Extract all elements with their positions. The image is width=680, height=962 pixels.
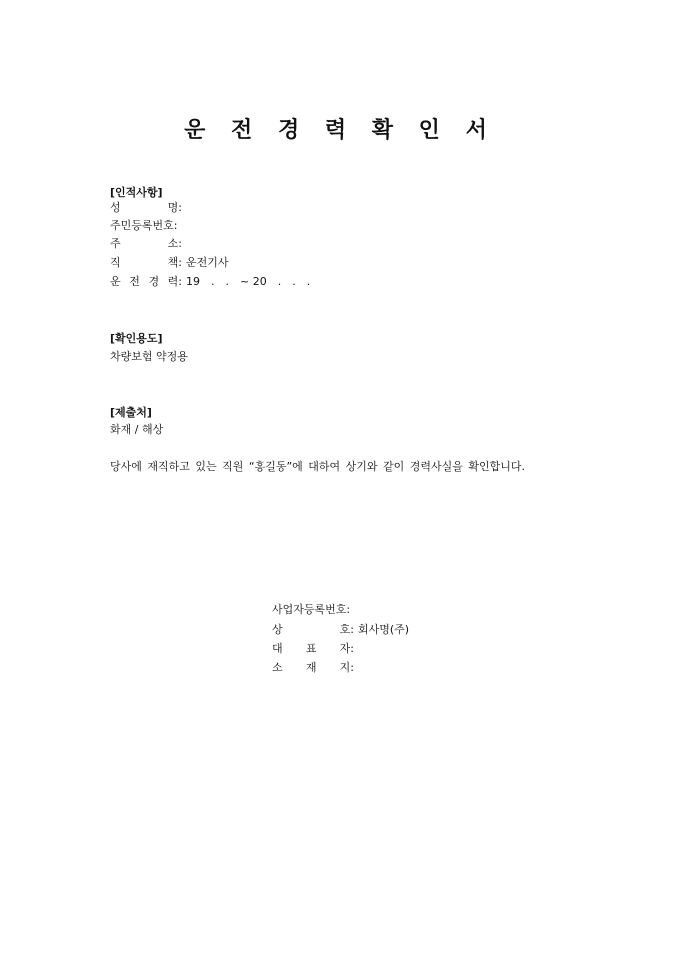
company-name-value: 회사명(주) <box>358 623 410 636</box>
position-row <box>110 255 229 271</box>
ceo-label: 대 표 자: <box>272 642 354 655</box>
document-title: 운 전 경 력 확 인 서 <box>184 118 496 143</box>
bizno-label: 사업자등록번호: <box>272 603 351 616</box>
ceo-row <box>272 641 354 657</box>
rrn-label: 주민등록번호: <box>110 219 178 232</box>
personal-info-heading: [인적사항] <box>110 186 163 199</box>
career-label: 운 전 경 력: <box>110 275 182 288</box>
address-label: 주 소: <box>110 237 182 250</box>
submit-to-heading: [제출처] <box>110 406 152 419</box>
purpose-value: 차량보험 약정용 <box>110 350 188 363</box>
company-name-row <box>272 622 409 638</box>
career-value: 19 . . ~ 20 . . . <box>186 275 311 288</box>
position-label: 직 책: <box>110 256 182 269</box>
name-label: 성 명: <box>110 201 182 214</box>
company-name-label: 상 호: <box>272 623 354 636</box>
submit-to-value: 화재 / 해상 <box>110 423 164 436</box>
company-address-row <box>272 660 354 676</box>
career-row <box>110 274 310 290</box>
company-address-label: 소 재 지: <box>272 661 354 674</box>
bizno-row <box>272 602 350 618</box>
position-value: 운전기사 <box>186 256 229 269</box>
confirmation-statement: 당사에 재직하고 있는 직원 “홍길동”에 대하여 상기와 같이 경력사실을 확인합니다. <box>110 460 526 473</box>
purpose-heading: [확인용도] <box>110 332 163 345</box>
rrn-row <box>110 218 177 234</box>
address-row <box>110 236 182 252</box>
name-row <box>110 200 182 216</box>
